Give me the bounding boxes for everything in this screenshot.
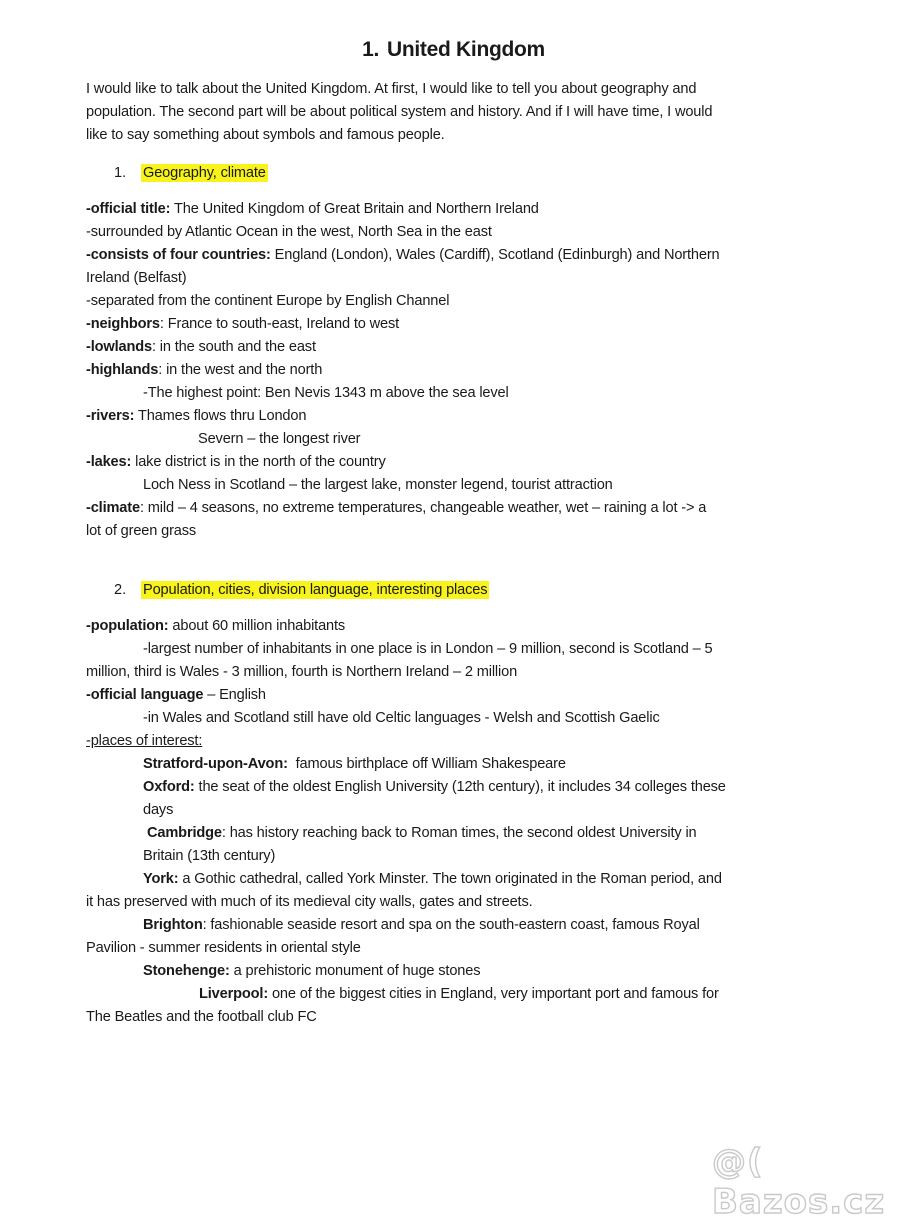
text-line [86, 405, 306, 428]
text-line [86, 937, 361, 960]
line-label: Stratford-upon-Avon: [143, 756, 288, 772]
text-line [86, 313, 399, 336]
line-text: famous birthplace off William Shakespeare [287, 756, 566, 772]
text-line [143, 776, 726, 799]
line-label: -lowlands [86, 339, 152, 355]
line-label: -neighbors [86, 316, 160, 332]
text-line [86, 244, 720, 267]
intro-line: population. The second part will be about political system and history. And if I will have time, I would [86, 104, 713, 120]
text-line [198, 428, 360, 451]
title-text: United Kingdom [386, 38, 545, 61]
line-text: one of the biggest cities in England, very important port and famous for [268, 986, 719, 1002]
line-text: Ireland (Belfast) [86, 270, 187, 286]
text-line [143, 914, 700, 937]
text-line [86, 891, 533, 914]
section-heading-highlight: Geography, climate [143, 165, 266, 181]
intro-line: I would like to talk about the United Kingdom. At first, I would like to tell you about geography and [86, 81, 697, 97]
text-line [86, 267, 186, 290]
line-text: about 60 million inhabitants [168, 618, 346, 634]
line-text: days [143, 802, 174, 818]
line-label: Cambridge [147, 825, 222, 841]
line-text: a Gothic cathedral, called York Minster. The town originated in the Roman period, and [178, 871, 722, 887]
text-line [86, 198, 539, 221]
line-label: Brighton [143, 917, 203, 933]
line-text: million, third is Wales - 3 million, fourth is Northern Ireland – 2 million [86, 664, 518, 680]
section-heading [141, 579, 489, 602]
line-text: : in the west and the north [158, 362, 323, 378]
text-line [86, 661, 517, 684]
line-text: Loch Ness in Scotland – the largest lake, monster legend, tourist attraction [143, 477, 613, 493]
text-line [86, 359, 322, 382]
line-text: England (London), Wales (Cardiff), Scotland (Edinburgh) and Northern [270, 247, 720, 263]
line-text: : fashionable seaside resort and spa on the south-eastern coast, famous Royal [202, 917, 700, 933]
page-title [0, 38, 907, 62]
bazos-watermark: @( Bazos.cz [712, 1142, 886, 1222]
text-line [86, 290, 449, 313]
places-of-interest-heading [86, 730, 202, 753]
line-label: -official language [86, 687, 204, 703]
line-text: the seat of the oldest English University (12th century), it includes 34 colleges these [194, 779, 726, 795]
line-text: lake district is in the north of the country [131, 454, 386, 470]
line-text: it has preserved with much of its medieval city walls, gates and streets. [86, 894, 533, 910]
text-line [143, 638, 713, 661]
line-text: – English [203, 687, 266, 703]
line-text: -places of interest: [86, 733, 203, 749]
text-line [143, 707, 660, 730]
line-label: -highlands [86, 362, 159, 378]
line-text: -largest number of inhabitants in one place is in London – 9 million, second is Scotland – 5 [143, 641, 713, 657]
line-text: : France to south-east, Ireland to west [159, 316, 400, 332]
line-text: Severn – the longest river [198, 431, 361, 447]
text-line [86, 221, 492, 244]
text-line [143, 845, 275, 868]
intro-line: like to say something about symbols and famous people. [86, 127, 445, 143]
line-text: -separated from the continent Europe by English Channel [86, 293, 450, 309]
text-line [143, 382, 509, 405]
line-label: -population: [86, 618, 169, 634]
text-line [143, 753, 566, 776]
text-line [86, 336, 316, 359]
section-heading-highlight: Population, cities, division language, interesting places [143, 582, 488, 598]
line-label: Liverpool: [199, 986, 269, 1002]
text-line [86, 615, 345, 638]
line-label: Stonehenge: [143, 963, 230, 979]
section-number: 1. [114, 165, 127, 181]
line-text: -surrounded by Atlantic Ocean in the west, North Sea in the east [86, 224, 492, 240]
line-label: -official title: [86, 201, 171, 217]
line-text: a prehistoric monument of huge stones [229, 963, 481, 979]
text-line [86, 684, 266, 707]
line-text: : mild – 4 seasons, no extreme temperatures, changeable weather, wet – raining a lot -> a [139, 500, 707, 516]
text-line [86, 497, 706, 520]
line-text: -in Wales and Scotland still have old Celtic languages - Welsh and Scottish Gaelic [143, 710, 660, 726]
text-line [86, 451, 386, 474]
line-label: -rivers: [86, 408, 135, 424]
section-heading [141, 162, 268, 185]
line-text: The United Kingdom of Great Britain and Northern Ireland [170, 201, 539, 217]
text-line [199, 983, 719, 1006]
line-text: -The highest point: Ben Nevis 1343 m above the sea level [143, 385, 509, 401]
line-text: Britain (13th century) [143, 848, 276, 864]
text-line [86, 1006, 317, 1029]
text-line [147, 822, 697, 845]
text-line [143, 799, 173, 822]
text-line [143, 474, 613, 497]
text-line [143, 868, 722, 891]
text-line [86, 520, 196, 543]
text-line [143, 960, 480, 983]
line-text: Thames flows thru London [134, 408, 307, 424]
line-label: Oxford: [143, 779, 195, 795]
line-text: The Beatles and the football club FC [86, 1009, 317, 1025]
line-label: -consists of four countries: [86, 247, 271, 263]
line-label: -climate [86, 500, 140, 516]
line-text: : in the south and the east [151, 339, 316, 355]
title-number: 1. [362, 38, 379, 61]
line-text: Pavilion - summer residents in oriental style [86, 940, 361, 956]
line-label: -lakes: [86, 454, 132, 470]
line-label: York: [143, 871, 179, 887]
line-text: : has history reaching back to Roman times, the second oldest University in [221, 825, 697, 841]
section-number: 2. [114, 582, 127, 598]
line-text: lot of green grass [86, 523, 197, 539]
